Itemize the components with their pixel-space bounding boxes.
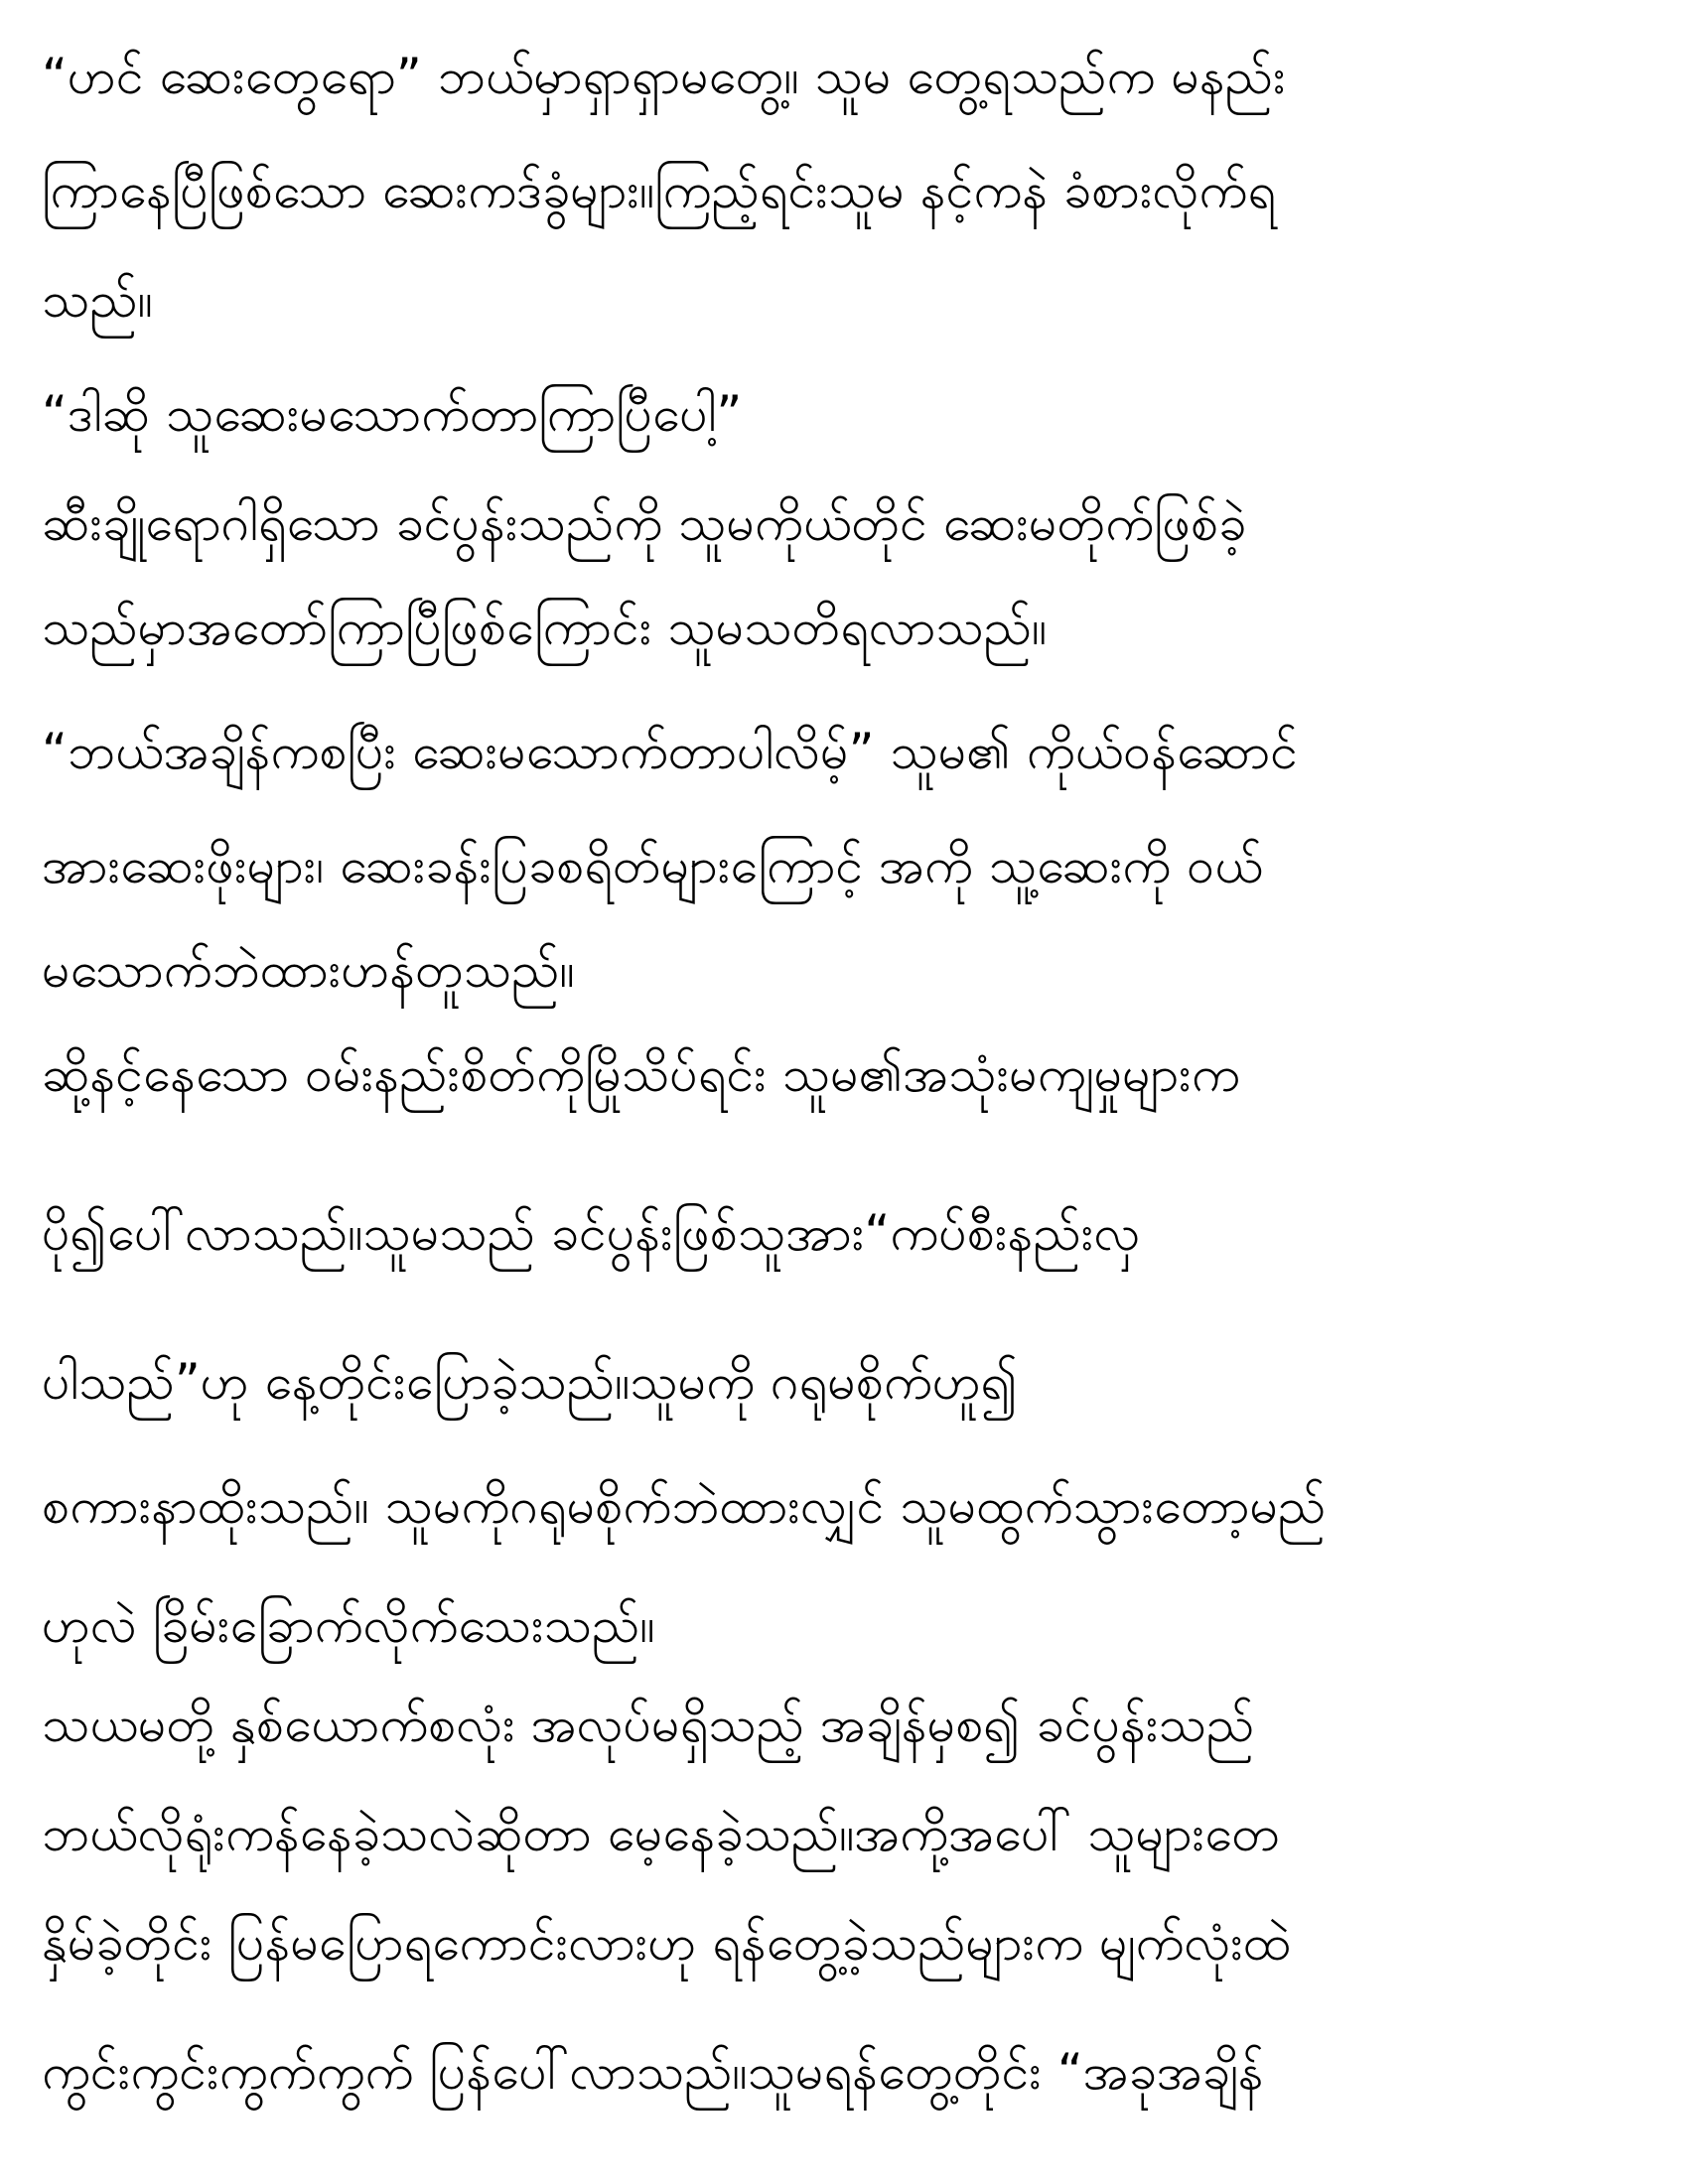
text-line: သည်မှာအတော်ကြာပြီဖြစ်ကြောင်း သူမသတိရလာသည်။ xyxy=(42,599,1048,656)
text-line: စကားနာထိုးသည်။ သူမကိုဂရုမစိုက်ဘဲထားလျှင် သူမထွက်သွားတော့မည် xyxy=(42,1477,1327,1535)
text-line: ပို၍ပေါ်လာသည်။သူမသည် ခင်ပွန်းဖြစ်သူအား“ကပ်စီးနည်းလှ xyxy=(42,1204,1141,1262)
text-line: မသောက်ဘဲထားဟန်တူသည်။ xyxy=(42,941,575,999)
text-line: ဆီးချိုရောဂါရှိသော ခင်ပွန်းသည်ကို သူမကိုယ်တိုင် ဆေးမတိုက်ဖြစ်ခဲ့ xyxy=(42,494,1247,552)
text-line: ဘယ်လိုရုံးကန်နေခဲ့သလဲဆိုတာ မေ့နေခဲ့သည်။အကို့အပေါ် သူများတေ xyxy=(42,1805,1281,1862)
text-line: ကြာနေပြီဖြစ်သော ဆေးကဒ်ခွံများ။ကြည့်ရင်းသူမ နင့်ကနဲ ခံစားလိုက်ရ xyxy=(42,162,1277,219)
text-line: အားဆေးဖိုးများ၊ ဆေးခန်းပြခစရိတ်များကြောင့် အကို သူ့ဆေးကို ဝယ် xyxy=(42,837,1263,894)
text-line: ပါသည်”ဟု နေ့တိုင်းပြောခဲ့သည်။သူမကို ဂရုမစိုက်ဟူ၍ xyxy=(42,1353,1019,1411)
text-line: “ဘယ်အချိန်ကစပြီး ဆေးမသောက်တာပါလိမ့်” သူမ၏ ကိုယ်ဝန်ဆောင် xyxy=(42,723,1298,780)
text-line: “ဒါဆို သူဆေးမသောက်တာကြာပြီပေါ့” xyxy=(42,385,743,443)
text-line: ဟုလဲ ခြိမ်းခြောက်လိုက်သေးသည်။ xyxy=(42,1596,655,1654)
text-line: သယမတို့ နှစ်ယောက်စလုံး အလုပ်မရှိသည့် အချိန်မှစ၍ ခင်ပွန်းသည် xyxy=(42,1696,1255,1753)
text-line: သည်။ xyxy=(42,271,153,329)
text-line: ဆို့နင့်နေသော ဝမ်းနည်းစိတ်ကိုမြိုသိပ်ရင်း သူမ၏အသုံးမကျမှုများက xyxy=(42,1045,1240,1103)
text-line: နှိမ်ခဲ့တိုင်း ပြန်မပြောရကောင်းလားဟု ရန်တွေ့ခဲ့သည်များက မျက်လုံးထဲ xyxy=(42,1914,1292,1972)
text-line: “ဟင် ဆေးတွေရော” ဘယ်မှာရှာရှာမတွေ့။ သူမ တွေ့ရသည်က မနည်း xyxy=(42,48,1286,105)
text-line: ကွင်းကွင်းကွက်ကွက် ပြန်ပေါ်လာသည်။သူမရန်တွေ့တိုင်း “အခုအချိန် xyxy=(42,2043,1264,2101)
